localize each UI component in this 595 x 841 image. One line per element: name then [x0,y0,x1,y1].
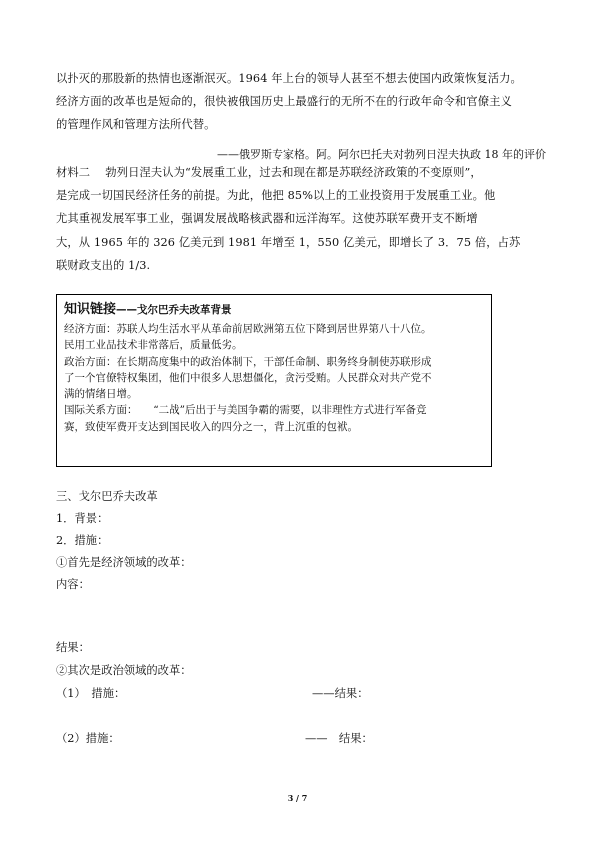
text-line: 的管理作风和管理方法所代替。 [56,118,216,132]
box-line: 国际关系方面： “二战”后出于与美国争霸的需要，以非理性方式进行军备竞 [64,404,427,417]
text-line: 材料二 勃列日涅夫认为“发展重工业，过去和现在都是苏联经济政策的不变原则”， [56,166,482,179]
question-background: 1．背景： [56,512,109,525]
section-title: 三、戈尔巴乔夫改革 [56,490,158,503]
box-line: 政治方面：在长期高度集中的政治体制下，干部任命制、职务终身制使苏联形成 [64,355,432,368]
paragraph-continuation [56,67,550,137]
box-line: 了一个官僚特权集团，他们中很多人思想僵化，贪污受贿。人民群众对共产党不 [64,371,432,384]
box-line: 赛，致使军费开支达到国民收入的四分之一，背上沉重的包袱。 [64,420,358,433]
text-line: 经济方面的改革也是短命的，很快被俄国历史上最盛行的无所不在的行政年命令和官僚主义 [56,95,512,109]
measure-1-label: （1） 措施： [56,687,126,700]
economic-reform-heading: ①首先是经济领域的改革： [56,556,192,569]
box-line: 经济方面：苏联人均生活水平从革命前居欧洲第五位下降到居世界第八十八位。 [64,323,432,335]
box-line: 民用工业品技术非常落后，质量低劣。 [64,339,243,352]
question-measures: 2．措施： [56,534,109,547]
political-reform-heading: ②其次是政治领域的改革： [56,664,192,677]
text-line: 联财政支出的 1/3. [56,258,151,272]
knowledge-box-title [64,301,486,319]
source-citation: ——俄罗斯专家格。阿。阿尔巴托夫对勃列日涅夫执政 18 年的评价 [217,148,546,161]
measure-2-label: （2）措施： [56,732,120,745]
political-measure-1 [56,686,550,702]
text-line: 以扑灭的那股新的热情也逐渐泯灭。1964 年上台的领导人甚至不想去使国内政策恢复活力。 [56,72,522,85]
material-two-paragraph [56,161,550,277]
text-line: 大，从 1965 年的 326 亿美元到 1981 年增至 1，550 亿美元，即增长了 3．75 倍，占苏 [56,235,521,249]
text-line: 尤其重视发展军事工业，强调发展战略核武器和远洋海军。这使苏联军费开支不断增 [56,212,478,226]
page-number: 3 / 7 [287,793,308,803]
measure-1-result-label: ——结果： [312,687,369,700]
knowledge-box-title-main: 知识链接 [64,302,117,317]
content-label: 内容： [56,578,90,591]
text-line: 是完成一切国民经济任务的前提。为此，他把 85%以上的工业投资用于发展重工业。他 [56,189,496,203]
box-line: 满的情绪日增。 [64,388,138,401]
knowledge-box-title-sub: ——戈尔巴乔夫改革背景 [116,304,232,316]
political-measure-2 [56,731,550,747]
knowledge-link-box [56,294,492,467]
result-label: 结果： [56,641,90,654]
knowledge-box-body [64,321,486,435]
measure-2-result-label: —— 结果： [305,732,373,745]
